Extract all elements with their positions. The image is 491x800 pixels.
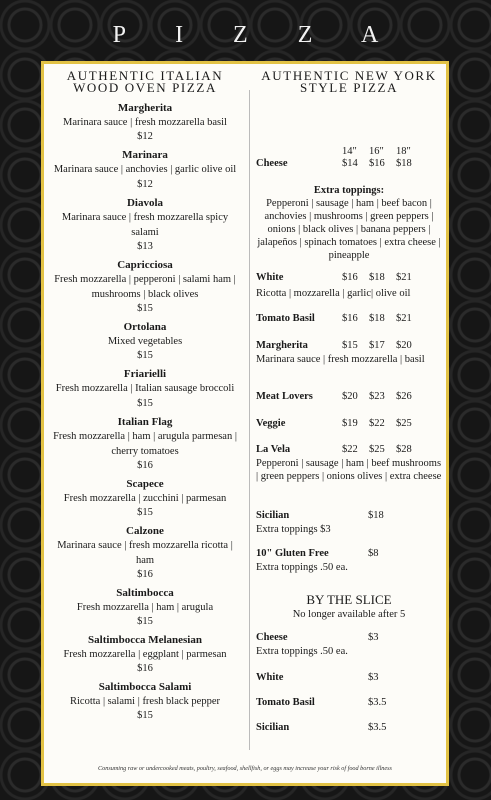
pizza-item-price: $13 xyxy=(137,241,153,252)
italian-items xyxy=(50,102,240,723)
pizza-item xyxy=(50,259,240,316)
tomato-basil-price-16: $18 xyxy=(369,313,385,324)
white-price-18: $21 xyxy=(396,272,412,283)
cheese-price-16: $16 xyxy=(369,158,385,169)
pizza-item-price: $15 xyxy=(137,710,153,721)
slice-tomato-basil-price: $3.5 xyxy=(368,697,387,708)
la-vela-price-14: $22 xyxy=(342,444,358,455)
pizza-item-price: $16 xyxy=(137,569,153,580)
slice-note: No longer available after 5 xyxy=(292,609,406,620)
white-price-14: $16 xyxy=(342,272,358,283)
cheese-price-18: $18 xyxy=(396,158,412,169)
veggie-price-14: $19 xyxy=(342,418,358,429)
pizza-item-name: Diavola xyxy=(126,197,164,209)
meat-lovers-price-16: $23 xyxy=(369,391,385,402)
pizza-item-name: Ortolana xyxy=(123,321,167,333)
pizza-item-desc: Fresh mozzarella | ham | arugula parmesan | cherry tomatoes xyxy=(53,431,237,457)
page-title: P I Z Z A xyxy=(112,22,401,48)
sicilian-price: $18 xyxy=(368,510,384,521)
newyork-column xyxy=(256,70,442,770)
italian-column xyxy=(50,70,240,728)
health-disclaimer: Consuming raw or undercooked meats, poultry, seafood, shellfish, or eggs may increase your risk of food borne illness xyxy=(98,765,392,772)
pizza-item-price: $15 xyxy=(137,303,153,314)
pizza-item-name: Calzone xyxy=(126,525,164,537)
gluten-free-price: $8 xyxy=(368,548,379,559)
pizza-item xyxy=(50,634,240,676)
size-18: 18" xyxy=(396,146,411,157)
pizza-item xyxy=(50,149,240,192)
menu-panel xyxy=(41,61,449,786)
la-vela-price-18: $28 xyxy=(396,444,412,455)
gluten-free-desc: Extra toppings .50 ea. xyxy=(256,562,348,573)
margherita-ny-desc: Marinara sauce | fresh mozzarella | basil xyxy=(256,354,425,365)
pizza-item-price: $12 xyxy=(137,131,153,142)
size-16: 16" xyxy=(369,146,384,157)
size-14: 14" xyxy=(342,146,357,157)
column-divider xyxy=(249,90,250,750)
pizza-item-price: $15 xyxy=(137,350,153,361)
la-vela-desc: Pepperoni | sausage | ham | beef mushrooms | green peppers | onions olives | extra cheese xyxy=(256,458,442,482)
pizza-item-desc: Fresh mozzarella | pepperoni | salami ham | mushrooms | black olives xyxy=(54,274,236,300)
pizza-item-name: Saltimbocca xyxy=(116,587,174,599)
slice-cheese-name: Cheese xyxy=(256,632,288,643)
white-name: White xyxy=(256,272,284,283)
la-vela-name: La Vela xyxy=(256,444,291,455)
pizza-item-name: Italian Flag xyxy=(117,416,173,428)
slice-cheese-desc: Extra toppings .50 ea. xyxy=(256,646,348,657)
pizza-item-name: Marinara xyxy=(122,149,168,161)
tomato-basil-price-18: $21 xyxy=(396,313,412,324)
margherita-ny-name: Margherita xyxy=(256,340,308,351)
margherita-ny-price-18: $20 xyxy=(396,340,412,351)
pizza-item-price: $16 xyxy=(137,663,153,674)
italian-heading: AUTHENTIC ITALIAN WOOD OVEN PIZZA xyxy=(66,68,224,95)
tomato-basil-price-14: $16 xyxy=(342,313,358,324)
white-price-16: $18 xyxy=(369,272,385,283)
extra-toppings-list: Pepperoni | sausage | ham | beef bacon | anchovies | mushrooms | green peppers | onions | black olives | banana peppers | jalapeños | spinach tomatoes | extra cheese | pineapple xyxy=(257,198,441,261)
pizza-item xyxy=(50,416,240,473)
veggie-price-16: $22 xyxy=(369,418,385,429)
veggie-price-18: $25 xyxy=(396,418,412,429)
slice-tomato-basil-name: Tomato Basil xyxy=(256,697,315,708)
pizza-item-desc: Fresh mozzarella | ham | arugula xyxy=(76,602,214,613)
la-vela-price-16: $25 xyxy=(369,444,385,455)
pizza-item-desc: Mixed vegetables xyxy=(107,336,183,347)
pizza-item-name: Scapece xyxy=(126,478,164,490)
sicilian-desc: Extra toppings $3 xyxy=(256,524,331,535)
slice-white-price: $3 xyxy=(368,672,379,683)
pizza-item-price: $15 xyxy=(137,616,153,627)
slice-sicilian-name: Sicilian xyxy=(256,722,290,733)
newyork-heading: AUTHENTIC NEW YORK STYLE PIZZA xyxy=(261,68,437,95)
tomato-basil-name: Tomato Basil xyxy=(256,313,315,324)
pizza-item-name: Capricciosa xyxy=(117,259,173,271)
white-desc: Ricotta | mozzarella | garlic| olive oil xyxy=(256,288,411,299)
cheese-name: Cheese xyxy=(256,158,288,169)
pizza-item-desc: Fresh mozzarella | Italian sausage broccoli $15 xyxy=(55,383,235,409)
gluten-free-name: 10" Gluten Free xyxy=(256,548,329,559)
pizza-item-desc: Marinara sauce | fresh mozzarella spicy salami xyxy=(61,212,229,238)
extra-toppings-title: Extra toppings: xyxy=(313,185,385,196)
pizza-item-desc: Marinara sauce | fresh mozzarella ricotta | ham xyxy=(57,540,233,566)
meat-lovers-name: Meat Lovers xyxy=(256,391,313,402)
slice-heading: BY THE SLICE xyxy=(306,592,392,607)
pizza-item-desc: Ricotta | salami | fresh black pepper xyxy=(70,696,220,707)
pizza-item xyxy=(50,681,240,723)
slice-cheese-price: $3 xyxy=(368,632,379,643)
meat-lovers-price-18: $26 xyxy=(396,391,412,402)
pizza-item-name: Saltimbocca Salami xyxy=(98,681,192,693)
pizza-item-price: $16 xyxy=(137,460,153,471)
pizza-item xyxy=(50,102,240,144)
pizza-item-name: Margherita xyxy=(117,102,173,114)
pizza-item xyxy=(50,478,240,520)
pizza-item xyxy=(50,587,240,629)
cheese-price-14: $14 xyxy=(342,158,358,169)
slice-sicilian-price: $3.5 xyxy=(368,722,387,733)
pizza-item-desc: Fresh mozzarella | eggplant | parmesan xyxy=(63,649,227,660)
pizza-item-name: Friarielli xyxy=(123,368,167,380)
pizza-item-price: $15 xyxy=(137,507,153,518)
pizza-item-desc: Marinara sauce | fresh mozzarella basil xyxy=(63,117,227,128)
meat-lovers-price-14: $20 xyxy=(342,391,358,402)
pizza-item xyxy=(50,197,240,254)
pizza-item xyxy=(50,525,240,582)
pizza-item xyxy=(50,321,240,363)
pizza-item xyxy=(50,368,240,411)
sicilian-name: Sicilian xyxy=(256,510,290,521)
margherita-ny-price-14: $15 xyxy=(342,340,358,351)
pizza-item-desc: Marinara sauce | anchovies | garlic olive oil $12 xyxy=(53,164,237,190)
slice-white-name: White xyxy=(256,672,284,683)
pizza-item-name: Saltimbocca Melanesian xyxy=(88,634,202,646)
veggie-name: Veggie xyxy=(256,418,286,429)
margherita-ny-price-16: $17 xyxy=(369,340,385,351)
pizza-item-desc: Fresh mozzarella | zucchini | parmesan xyxy=(63,493,227,504)
